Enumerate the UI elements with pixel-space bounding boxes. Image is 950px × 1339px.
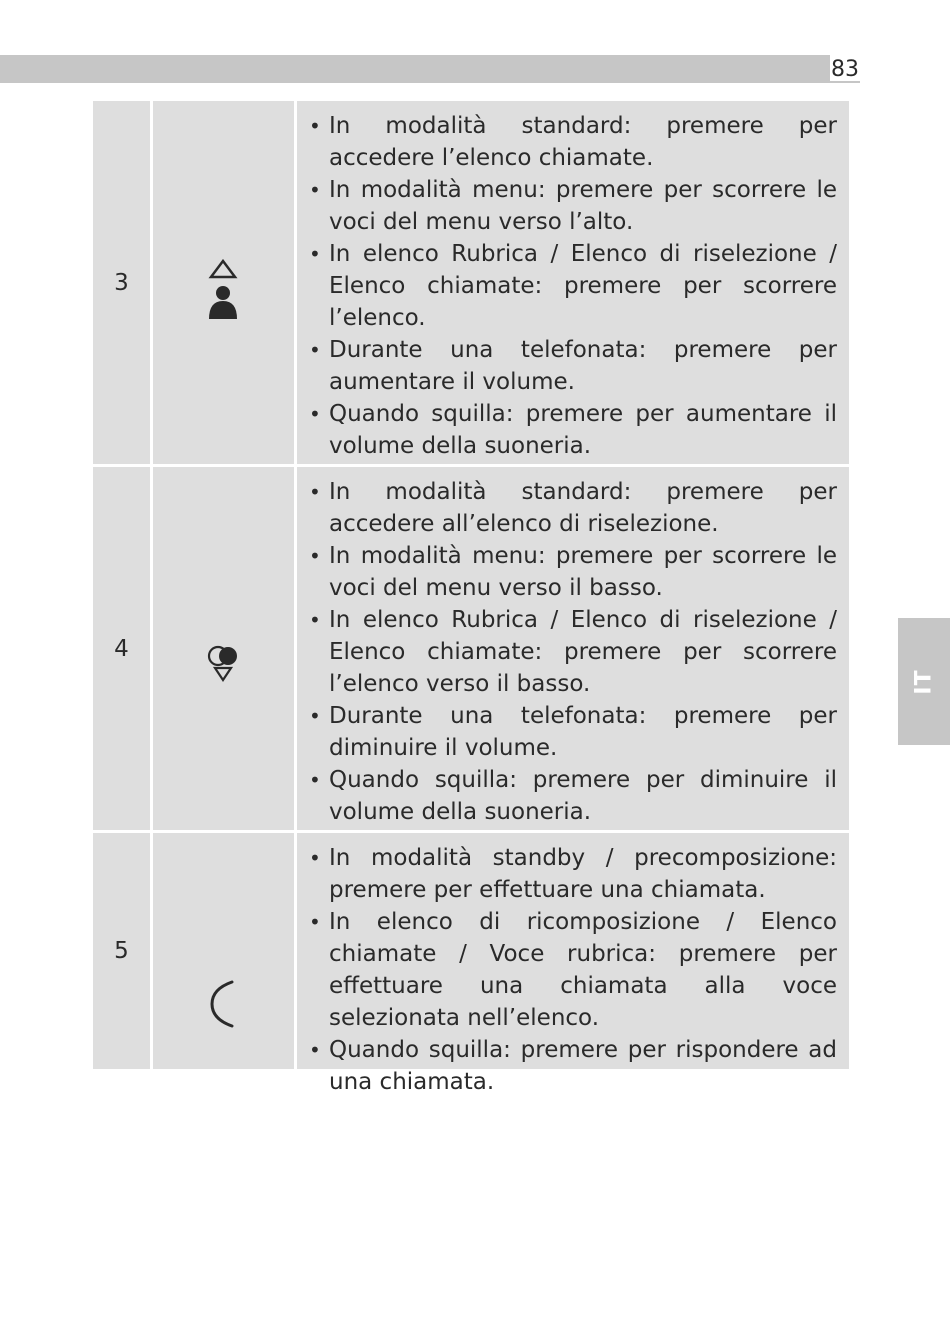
icon-cell <box>153 101 294 464</box>
table-row <box>93 101 849 464</box>
up-arrow-contacts-icon <box>206 259 240 321</box>
list-item: • Quando squilla: premere per aumentare il volume della suoneria. <box>309 401 837 459</box>
language-tab <box>898 618 950 745</box>
key-function-table <box>93 101 849 1095</box>
list-item: • In modalità menu: premere per scorrere le voci del menu verso l’alto. <box>309 177 837 235</box>
icon-cell <box>153 467 294 830</box>
list-item: • In modalità standby / precomposizione: premere per effettuare una chiamata. <box>309 845 837 903</box>
row-number: 3 <box>93 101 150 464</box>
list-item: • In elenco di ricomposizione / Elenco chiamate / Voce rubrica: premere per effettuare una chiamata alla voce selezionata nell’elenco. <box>309 909 837 1031</box>
row-number: 4 <box>93 467 150 830</box>
table-row <box>93 833 849 1095</box>
list-item: • In modalità menu: premere per scorrere le voci del menu verso il basso. <box>309 543 837 601</box>
list-item: • Quando squilla: premere per rispondere ad una chiamata. <box>309 1037 837 1095</box>
list-item: • Durante una telefonata: premere per aumentare il volume. <box>309 337 837 395</box>
page-number: 83 <box>831 57 859 82</box>
list-item: • In elenco Rubrica / Elenco di riselezione / Elenco chiamate: premere per scorrere l’elenco verso il basso. <box>309 607 837 697</box>
table-row <box>93 467 849 830</box>
row-number: 5 <box>93 833 150 1069</box>
list-item: • Quando squilla: premere per diminuire il volume della suoneria. <box>309 767 837 825</box>
list-item: • Durante una telefonata: premere per diminuire il volume. <box>309 703 837 761</box>
list-item: • In elenco Rubrica / Elenco di riselezione / Elenco chiamate: premere per scorrere l’elenco. <box>309 241 837 331</box>
icon-cell <box>153 833 294 1069</box>
description-cell <box>297 101 849 464</box>
description-cell <box>297 833 849 1095</box>
language-tab-label: IT <box>911 668 937 695</box>
header-bar <box>0 55 830 83</box>
down-arrow-redial-icon <box>206 645 240 683</box>
list-item: • In modalità standard: premere per accedere all’elenco di riselezione. <box>309 479 837 537</box>
call-handset-icon <box>208 979 238 1029</box>
list-item: • In modalità standard: premere per accedere l’elenco chiamate. <box>309 113 837 171</box>
description-cell <box>297 467 849 830</box>
